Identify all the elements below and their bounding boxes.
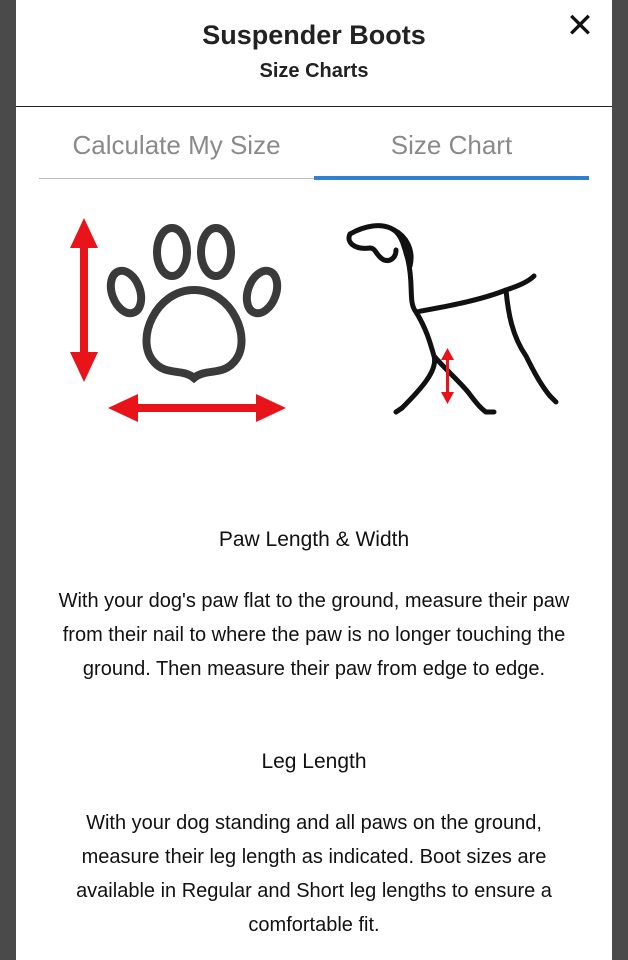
tab-bar [39,124,589,179]
paw-print-icon [56,200,356,440]
page-title: Suspender Boots [202,20,426,50]
section-heading-leg: Leg Length [261,750,367,773]
size-chart-modal [16,0,612,960]
measurement-illustrations [16,200,612,440]
tab-size-chart[interactable]: Size Chart [314,124,589,178]
section-body-paw: With your dog's paw flat to the ground, measure their paw from their nail to where the paw is no longer touching the ground. Then measure their paw from edge to edge. [58,590,570,680]
page-subtitle: Size Charts [259,60,369,82]
modal-header [16,0,612,107]
section-heading-paw: Paw Length & Width [218,528,410,551]
close-icon[interactable]: ✕ [565,7,595,45]
section-body-leg: With your dog standing and all paws on the ground, measure their leg length as indicated. Boot sizes are available in Regular and Short leg lengths to ensure a comfortable fit. [76,812,552,936]
tab-calculate-my-size[interactable]: Calculate My Size [72,130,281,160]
dog-silhouette-icon [336,216,566,436]
